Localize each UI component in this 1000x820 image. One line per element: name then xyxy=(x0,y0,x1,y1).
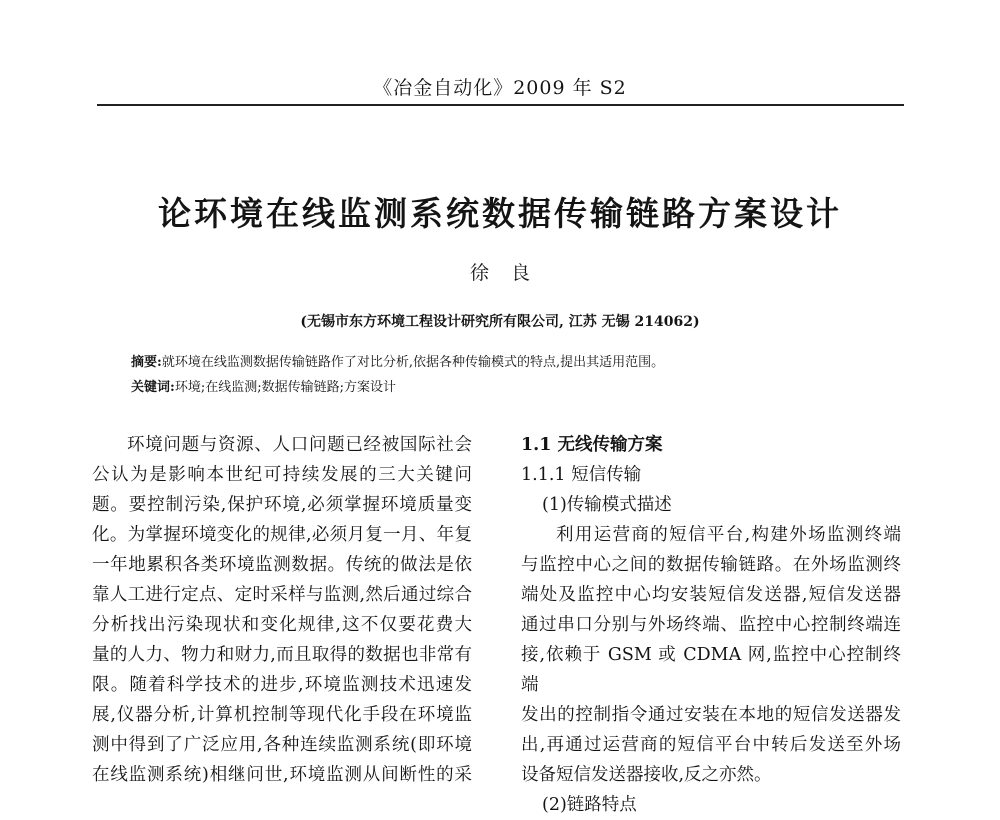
author-affiliation: (无锡市东方环境工程设计研究所有限公司, 江苏 无锡 214062) xyxy=(300,314,700,330)
author-name: 徐良 xyxy=(469,262,552,284)
body-line: 通过串口分别与外场终端、监控中心控制终端连 xyxy=(521,615,901,635)
body-line: 分析找出污染现状和变化规律,这不仅要花费大 xyxy=(92,615,472,635)
keywords xyxy=(131,376,396,395)
body-line: 设备短信发送器接收,反之亦然。 xyxy=(521,765,772,785)
body-line: 一年地累积各类环境监测数据。传统的做法是依 xyxy=(92,555,472,575)
body-line: 在线监测系统)相继问世,环境监测从间断性的采 xyxy=(92,765,472,785)
keywords-text: 环境;在线监测;数据传输链路;方案设计 xyxy=(174,380,396,395)
abstract-label: 摘要: xyxy=(131,355,162,370)
body-line: 端处及监控中心均安装短信发送器,短信发送器 xyxy=(521,585,901,605)
left-column xyxy=(92,430,472,790)
body-line: 化。为掌握环境变化的规律,必须月复一月、年复 xyxy=(92,525,472,545)
abstract xyxy=(131,351,664,370)
body-line: 公认为是影响本世纪可持续发展的三大关键问 xyxy=(92,465,472,485)
journal-header: 《冶金自动化》2009 年 S2 xyxy=(373,77,627,99)
body-line: 与监控中心之间的数据传输链路。在外场监测终 xyxy=(521,555,901,575)
body-line: 限。随着科学技术的进步,环境监测技术迅速发 xyxy=(92,675,472,695)
item-heading: (1)传输模式描述 xyxy=(542,495,672,515)
paper-title: 论环境在线监测系统数据传输链路方案设计 xyxy=(158,194,842,233)
body-line: 展,仪器分析,计算机控制等现代化手段在环境监 xyxy=(92,705,472,725)
body-line: 发出的控制指令通过安装在本地的短信发送器发 xyxy=(521,705,901,725)
body-line: 出,再通过运营商的短信平台中转后发送至外场 xyxy=(521,735,901,755)
abstract-text: 就环境在线监测数据传输链路作了对比分析,依据各种传输模式的特点,提出其适用范围。 xyxy=(161,355,665,370)
right-column xyxy=(521,430,901,820)
body-line: 靠人工进行定点、定时采样与监测,然后通过综合 xyxy=(92,585,472,605)
body-line: 利用运营商的短信平台,构建外场监测终端 xyxy=(556,525,901,545)
body-line: 测中得到了广泛应用,各种连续监测系统(即环境 xyxy=(92,735,472,755)
body-line: 题。要控制污染,保护环境,必须掌握环境质量变 xyxy=(92,495,472,515)
section-heading: 1.1 无线传输方案 xyxy=(521,435,663,455)
item-heading: (2)链路特点 xyxy=(542,795,637,815)
keywords-label: 关键词: xyxy=(131,380,175,395)
subsection-heading: 1.1.1 短信传输 xyxy=(521,465,642,485)
body-line: 环境问题与资源、人口问题已经被国际社会 xyxy=(127,435,472,455)
body-line: 接,依赖于 GSM 或 CDMA 网,监控中心控制终端 xyxy=(521,645,901,695)
header-rule xyxy=(97,104,904,106)
body-line: 量的人力、物力和财力,而且取得的数据也非常有 xyxy=(92,645,472,665)
